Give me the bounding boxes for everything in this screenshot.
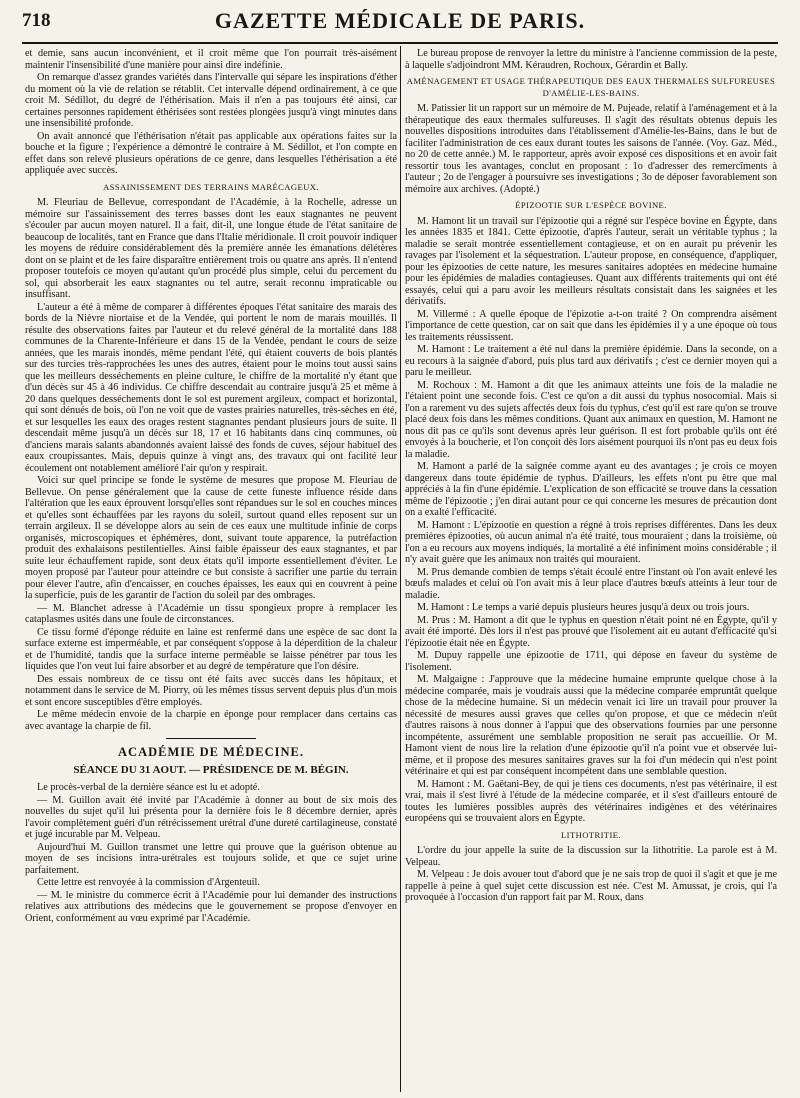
paragraph: M. Fleuriau de Bellevue, correspondant de l'Académie, à la Rochelle, adresse un mémoire sur l'assainissement des terres basses dont les eaux stagnantes ne peuvent s'écouler par aucun moyen naturel. Il a fait, dit-il, une longue étude de l'état sanitaire de beaucoup de localités, tant en France que dans l'Italie méridionale. Il croit pouvoir indiquer les moyens de réduire considérablement dès la première année les émanations délétères dont on se plaint et de les faire disparaître entièrement trois ou quatre ans après. Il n'entend proposer toutefois ce moyen qu'autant qu'un procédé plus simple, celui du percement du sol, qui absorberait les eaux stagnantes ou tel autre, serait reconnu impraticable ou insuffisant. [25,197,397,300]
left-column [25,48,397,1092]
paragraph: On avait annoncé que l'éthérisation n'était pas applicable aux opérations faites sur la bouche et la figure ; l'expérience a démontré le contraire à M. Sédillot, et l'on compte en effet dans son relevé plusieurs opérations de ce genre, dans lesquelles l'éthérisation a été appliquée avec succès. [25,130,397,176]
paragraph: L'auteur a été à même de comparer à différentes époques l'état sanitaire des marais des bords de la Nièvre niortaise et de la Vendée, qui portent le nom de marais mouillés. Il résulte des observations faites par l'auteur et du relevé général de la mortalité dans 188 communes de la Charente-Inférieure et dans 15 de la Vendée, pendant le cours de seize années, que les marais inondés, même pendant l'été, qui étaient couverts de bois plantés sur des turcies très-rapprochées les unes des autres, étaient pour le moins tout aussi sains que les meilleurs desséchements en pleine culture, le chiffre de la mortalité n'y étant que d'un décès sur 45 à 46 individus. Ce chiffre descendait au contraire jusqu'à 25 et même à 20 dans quelques desséchements dont le sol est purement argileux, compact et horizontal, qui sont dénués de bois, où l'on ne voit que de vastes prairies naturelles, très-sèches en été, et sur lesquelles les eaux des orages restent stagnantes pendant plusieurs jours de suite. Il descendait même jusqu'à un décès sur 18, 17 et 16 habitants dans cinq communes, où d'anciens marais salants abandonnés avaient laissé des fonds de cuves, séjour habituel des eaux croupissantes. Mais, depuis quinze à vingt ans, des travaux qui ont facilité leur écoulement ont notablement amélioré l'air qu'on y respirait. [25,301,397,474]
paragraph: M. Hamont : L'épizootie en question a régné à trois reprises différentes. Dans les deux premières épizooties, où aucun animal n'a été traité, tous mouraient ; dans la troisième, où l'on a eu recours aux moyens indiqués, la mortalité a été infiniment moins considérable ; il n'y avait guère que les animaux non traités qui mouraient. [405,519,777,565]
column-separator [400,46,401,1092]
paragraph: Des essais nombreux de ce tissu ont été faits avec succès dans les hôpitaux, et notamment dans le service de M. Piorry, où les mêmes tissus servent depuis plus d'un mois et sont encore susceptibles d'être employés. [25,673,397,708]
paragraph: M. Prus demande combien de temps s'était écoulé entre l'instant où l'on avait enlevé les bœufs malades et celui où l'on avait mis à leur place d'autres bœufs atteints à leur tour de maladie. [405,566,777,601]
paragraph: — M. Blanchet adresse à l'Académie un tissu spongieux propre à remplacer les cataplasmes usités dans une foule de circonstances. [25,602,397,625]
paragraph: M. Hamont : Le temps a varié depuis plusieurs heures jusqu'à deux ou trois jours. [417,602,750,613]
paragraph: Le procès-verbal de la dernière séance est lu et adopté. [37,782,260,793]
paragraph: M. Hamont : M. Gaëtani-Bey, de qui je tiens ces documents, n'est pas vétérinaire, il est vrai, mais il s'est livré à l'étude de la médecine comparée, et il s'est d'ailleurs entouré de toutes les lumières possibles auprès des vétérinaires indigènes et des vétérinaires européens qui se trouvaient alors en Égypte. [405,778,777,824]
section-heading: ASSAINISSEMENT DES TERRAINS MARÉCAGEUX. [103,181,319,192]
paragraph: Voici sur quel principe se fonde le système de mesures que propose M. Fleuriau de Bellevue. On pense généralement que la cause de cette funeste influence réside dans l'altération que les eaux éprouvent lorsqu'elles sont répandues sur le sol en couches minces et qu'elles sont échauffées par les rayons du soleil, surtout quand elles reposent sur un terrain argileux. Il se développe alors au sein de ces eaux une multitude infinie de corps organisés, microscopiques et éphémères, dont, suivant toute apparence, la putréfaction produit des exhalaisons pestilentielles. Ainsi faible épaisseur des eaux stagnantes, et par suite leur échauffement rapide, sont deux états qu'il importe essentiellement d'éviter. Le moyen proposé par l'auteur pour atteindre ce but consiste à sacrifier une partie du terrain pour élever l'autre, afin d'encaisser, en couches épaisses, les eaux qui en couvrent à peine la superficie, puis de les garantir de l'action du soleil par des ombrages. [25,475,397,601]
paragraph: M. Hamont a parlé de la saignée comme ayant eu des avantages ; je crois ce moyen dangereux dans toute épidémie de typhus. D'ailleurs, les effets n'ont pu être que mal appréciés à la fin d'une épidémie. L'explication de son efficacité se trouve dans la cessation même de l'épizootie ; j'en dirai autant pour ce qui concerne les mesures de précaution dont on a exalté l'efficacité. [405,461,777,518]
paragraph: M. Prus : M. Hamont a dit que le typhus en question n'était point né en Égypte, qu'il y avait été importé. Dès lors il n'est pas prouvé que l'isolement ait eu autant d'efficacité qu'si l'épizootie était née en Égypte. [405,614,777,649]
paragraph: L'ordre du jour appelle la suite de la discussion sur la lithotritie. La parole est à M. Velpeau. [405,845,777,868]
journal-title: GAZETTE MÉDICALE DE PARIS. [214,8,586,33]
paragraph: M. Malgaigne : J'approuve que la médecine humaine emprunte quelque chose à la médecine comparée, mais je voudrais aussi que la médecine comparée empruntât quelque chose de la médecine humaine. Si un médecin venait ici lire un travail pour prouver la nécessité de mesures aussi graves que celles qu'on propose, et que ce médecin n'eût d'autres raisons à nous donner à l'appui que des observations fournies par une personne incompétente, assurément une semblable proposition ne serait pas accueillie. Or M. Hamont vient de nous lire la relation d'une épizootie qu'il n'a point vue et observée lui-même, et il propose des mesures sanitaires graves sur la foi d'un médecin qui n'est point vétérinaire et qui est par conséquent incompétent dans une semblable question. [405,674,777,777]
divider [166,738,256,739]
paragraph: M. Velpeau : Je dois avouer tout d'abord que je ne sais trop de quoi il s'agit et que je me rappelle à peine à quel sujet cette discussion est née. C'est M. Amussat, je crois, qui l'a provoquée à l'occasion d'un rapport fait par M. Roux, dans [405,869,777,903]
section-heading: ÉPIZOOTIE SUR L'ESPÈCE BOVINE. [515,200,667,210]
section-heading: LITHOTRITIE. [561,829,621,840]
paragraph: — M. le ministre du commerce écrit à l'Académie pour lui demander des instructions relatives aux attributions des médecins que le gouvernement se propose d'envoyer en Orient, conformément au vœu exprimé par l'Académie. [25,889,397,924]
paragraph: M. Hamont : Le traitement a été nul dans la première épidémie. Dans la seconde, on a eu recours à la saignée d'abord, puis plus tard aux dérivatifs ; c'est ce dernier moyen qui a paru le meilleur. [405,344,777,378]
paragraph: M. Villermé : A quelle époque de l'épizotie a-t-on traité ? On comprendra aisément l'importance de cette question, car on sait que dans les épidémies il y a une époque où tous les traitements réussissent. [405,308,777,343]
paragraph: et demie, sans aucun inconvénient, et il croit même que l'on pourrait très-aisément maintenir l'insensibilité d'une manière pour ainsi dire indéfinie. [25,48,397,71]
header-rule [22,42,778,44]
paragraph: Ce tissu formé d'éponge réduite en laine est renfermé dans une espèce de sac dont la surface externe est imperméable, et par conséquent s'oppose à la déperdition de la chaleur et de l'humidité, tandis que la surface interne perméable se laisse pénétrer par tous les liquides que l'on veut lui faire absorber et au degré de température que l'on désire. [25,626,397,672]
paragraph: M. Dupuy rappelle une épizootie de 1711, qui dépose en faveur du système de l'isolement. [405,650,777,673]
paragraph: Le bureau propose de renvoyer la lettre du ministre à l'ancienne commission de la peste, à laquelle s'adjoindront MM. Kéraudren, Rochoux, Gérardin et Bally. [405,48,777,71]
paragraph: Cette lettre est renvoyée à la commission d'Argenteuil. [37,877,260,888]
section-heading: AMÉNAGEMENT ET USAGE THÉRAPEUTIQUE DES EAUX THERMALES SULFUREUSES D'AMÉLIE-LES-BAINS. [406,76,776,98]
paragraph: Aujourd'hui M. Guillon transmet une lettre qui prouve que la guérison obtenue au moyen de ses incisions intra-urétrales est toujours solide, et que ce sujet urine parfaitement. [25,841,397,876]
paragraph: M. Hamont lit un travail sur l'épizootie qui a régné sur l'espèce bovine en Égypte, dans les années 1835 et 1841. Cette épizootie, d'après l'auteur, serait un véritable typhus ; la maladie se serait montrée essentiellement contagieuse, et on en aurait pu prévenir les ravages par l'isolement et la séquestration. L'auteur propose, en conséquence, d'appliquer, pour les épizooties de cette nature, les mesures sanitaires adoptées en médecine humaine pour les épidémies de maladies contagieuses. Quant aux différents traitements qui ont été essayés, celui qui a paru avoir les meilleurs résultats consistait dans les saignées et les dérivatifs. [405,215,777,307]
paragraph: On remarque d'assez grandes variétés dans l'intervalle qui sépare les inspirations d'éther du moment où la vie de relation se rétablit. Cet intervalle dépend ordinairement, à ce que croit M. Sédillot, du degré de l'éthérisation. Mais il n'en a pas toujours été ainsi, car certaines personnes rapidement éthérisées sont restées plongées jusqu'à vingt minutes dans une insensibilité profonde. [25,72,397,129]
page-number: 718 [22,10,51,31]
paragraph: Le même médecin envoie de la charpie en éponge pour remplacer dans certains cas avec avantage la charpie de fil. [25,709,397,732]
session-heading: SÉANCE DU 31 AOUT. — PRÉSIDENCE DE M. BÉGIN. [73,763,349,776]
paragraph: M. Patissier lit un rapport sur un mémoire de M. Pujeade, relatif à l'aménagement et à la thérapeutique des eaux thermales sulfureuses. Il s'agit des résultats obtenus depuis les nouvelles dispositions introduites dans l'établissement d'Amélie-les-Bains, dans le but de faciliter l'administration de ces eaux durant toutes les saisons de l'année. (Voy. Gaz. Méd., no 20 de cette année.) M. le rapporteur, après avoir exposé ces dispositions et en avoir fait ressortir tous les avantages, conclut en proposant : 1o d'adresser des remercîments à l'auteur ; 2o de l'engager à poursuivre ses investigations ; 3o de déposer favorablement son mémoire aux archives. (Adopté.) [405,103,777,195]
page-header [22,8,778,38]
paragraph: M. Rochoux : M. Hamont a dit que les animaux atteints une fois de la maladie ne l'étaient point une seconde fois. C'est ce qu'on a dit aussi du typhus nosocomial. Mais si l'on a rarement vu des sujets affectés deux fois du typhus, c'est qu'il est rare qu'on se trouve placé deux fois dans les mêmes conditions. Quant aux animaux en question, M. Hamont ne nous dit pas ce qu'ils sont devenus après leur guérison. Il est fort probable qu'ils ont été envoyés à la boucherie, et l'on conçoit dès lors aisément pourquoi ils n'ont pas eu deux fois la maladie. [405,379,777,460]
right-column [405,48,777,1092]
academy-heading: ACADÉMIE DE MÉDECINE. [118,745,304,759]
paragraph: — M. Guillon avait été invité par l'Académie à donner au bout de six mois des nouvelles du sujet qu'il lui présenta pour la dernière fois le 8 décembre dernier, après l'avoir complètement guéri d'un rétrécissement urétral d'une dureté cartilagineuse, constaté et jugé incurable par M. Velpeau. [25,794,397,840]
